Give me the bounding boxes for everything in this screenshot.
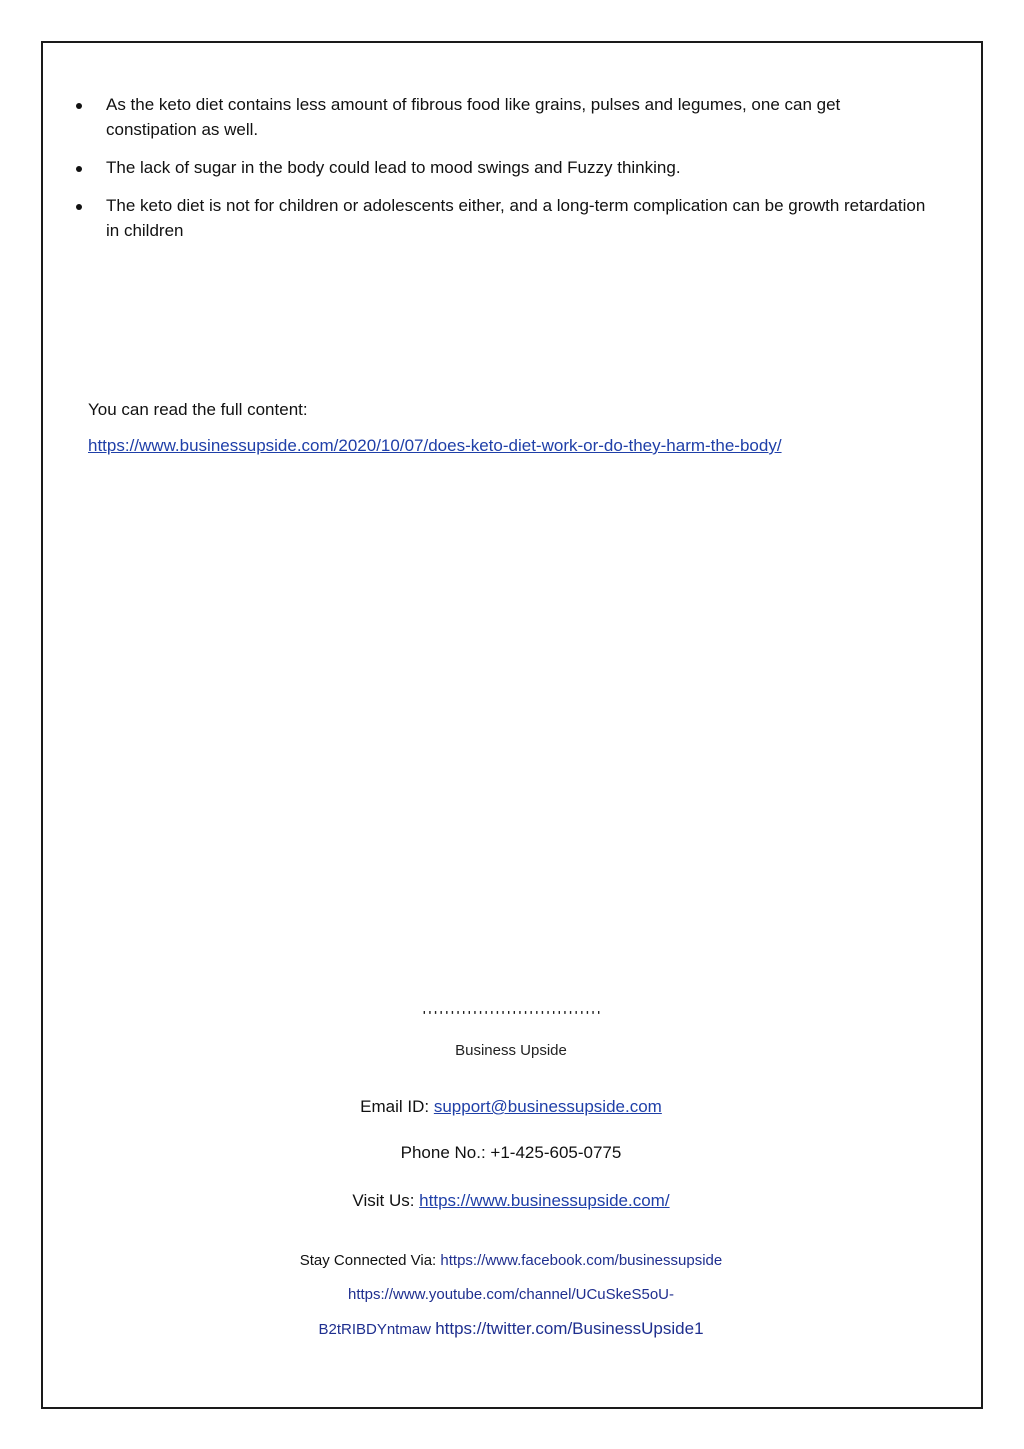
phone-number: +1-425-605-0775 bbox=[490, 1143, 622, 1162]
read-more-section bbox=[88, 398, 948, 458]
email-label: Email ID: bbox=[360, 1097, 434, 1116]
footer-separator: '''''''''''''''''''''''''''''''' bbox=[421, 1009, 601, 1022]
list-item bbox=[74, 155, 934, 180]
social-row-youtube bbox=[43, 1278, 979, 1312]
bullet-dot bbox=[76, 166, 82, 172]
bullet-list bbox=[74, 92, 934, 256]
youtube-link-part2[interactable]: B2tRIBDYntmaw bbox=[318, 1321, 432, 1338]
read-more-label: You can read the full content: bbox=[88, 400, 308, 419]
website-link[interactable]: https://www.businessupside.com/ bbox=[419, 1191, 670, 1210]
bullet-text: The lack of sugar in the body could lead to mood swings and Fuzzy thinking. bbox=[106, 158, 681, 177]
youtube-link-part1[interactable]: https://www.youtube.com/channel/UCuSkeS5oU- bbox=[348, 1286, 674, 1303]
email-link[interactable]: support@businessupside.com bbox=[433, 1097, 662, 1116]
visit-row bbox=[43, 1191, 979, 1211]
list-item bbox=[74, 92, 934, 142]
bullet-text: The keto diet is not for children or adolescents either, and a long-term complication can be growth retardation in children bbox=[106, 196, 926, 240]
visit-label: Visit Us: bbox=[352, 1191, 420, 1210]
social-row-youtube-twitter bbox=[43, 1312, 979, 1347]
article-link[interactable]: https://www.businessupside.com/2020/10/07/does-keto-diet-work-or-do-they-harm-the-body/ bbox=[88, 436, 782, 455]
phone-row bbox=[43, 1143, 979, 1163]
twitter-link[interactable]: https://twitter.com/BusinessUpside1 bbox=[435, 1319, 704, 1338]
facebook-link[interactable]: https://www.facebook.com/businessupside bbox=[440, 1252, 723, 1269]
bullet-text: As the keto diet contains less amount of fibrous food like grains, pulses and legumes, one can get constipation as well. bbox=[106, 95, 841, 139]
stay-connected-label: Stay Connected Via: bbox=[299, 1252, 441, 1269]
phone-label: Phone No.: bbox=[400, 1143, 491, 1162]
company-name: Business Upside bbox=[455, 1042, 567, 1059]
bullet-dot bbox=[76, 204, 82, 210]
list-item bbox=[74, 193, 934, 243]
social-row-facebook bbox=[43, 1244, 979, 1278]
bullet-dot bbox=[76, 103, 82, 109]
email-row bbox=[43, 1097, 979, 1117]
